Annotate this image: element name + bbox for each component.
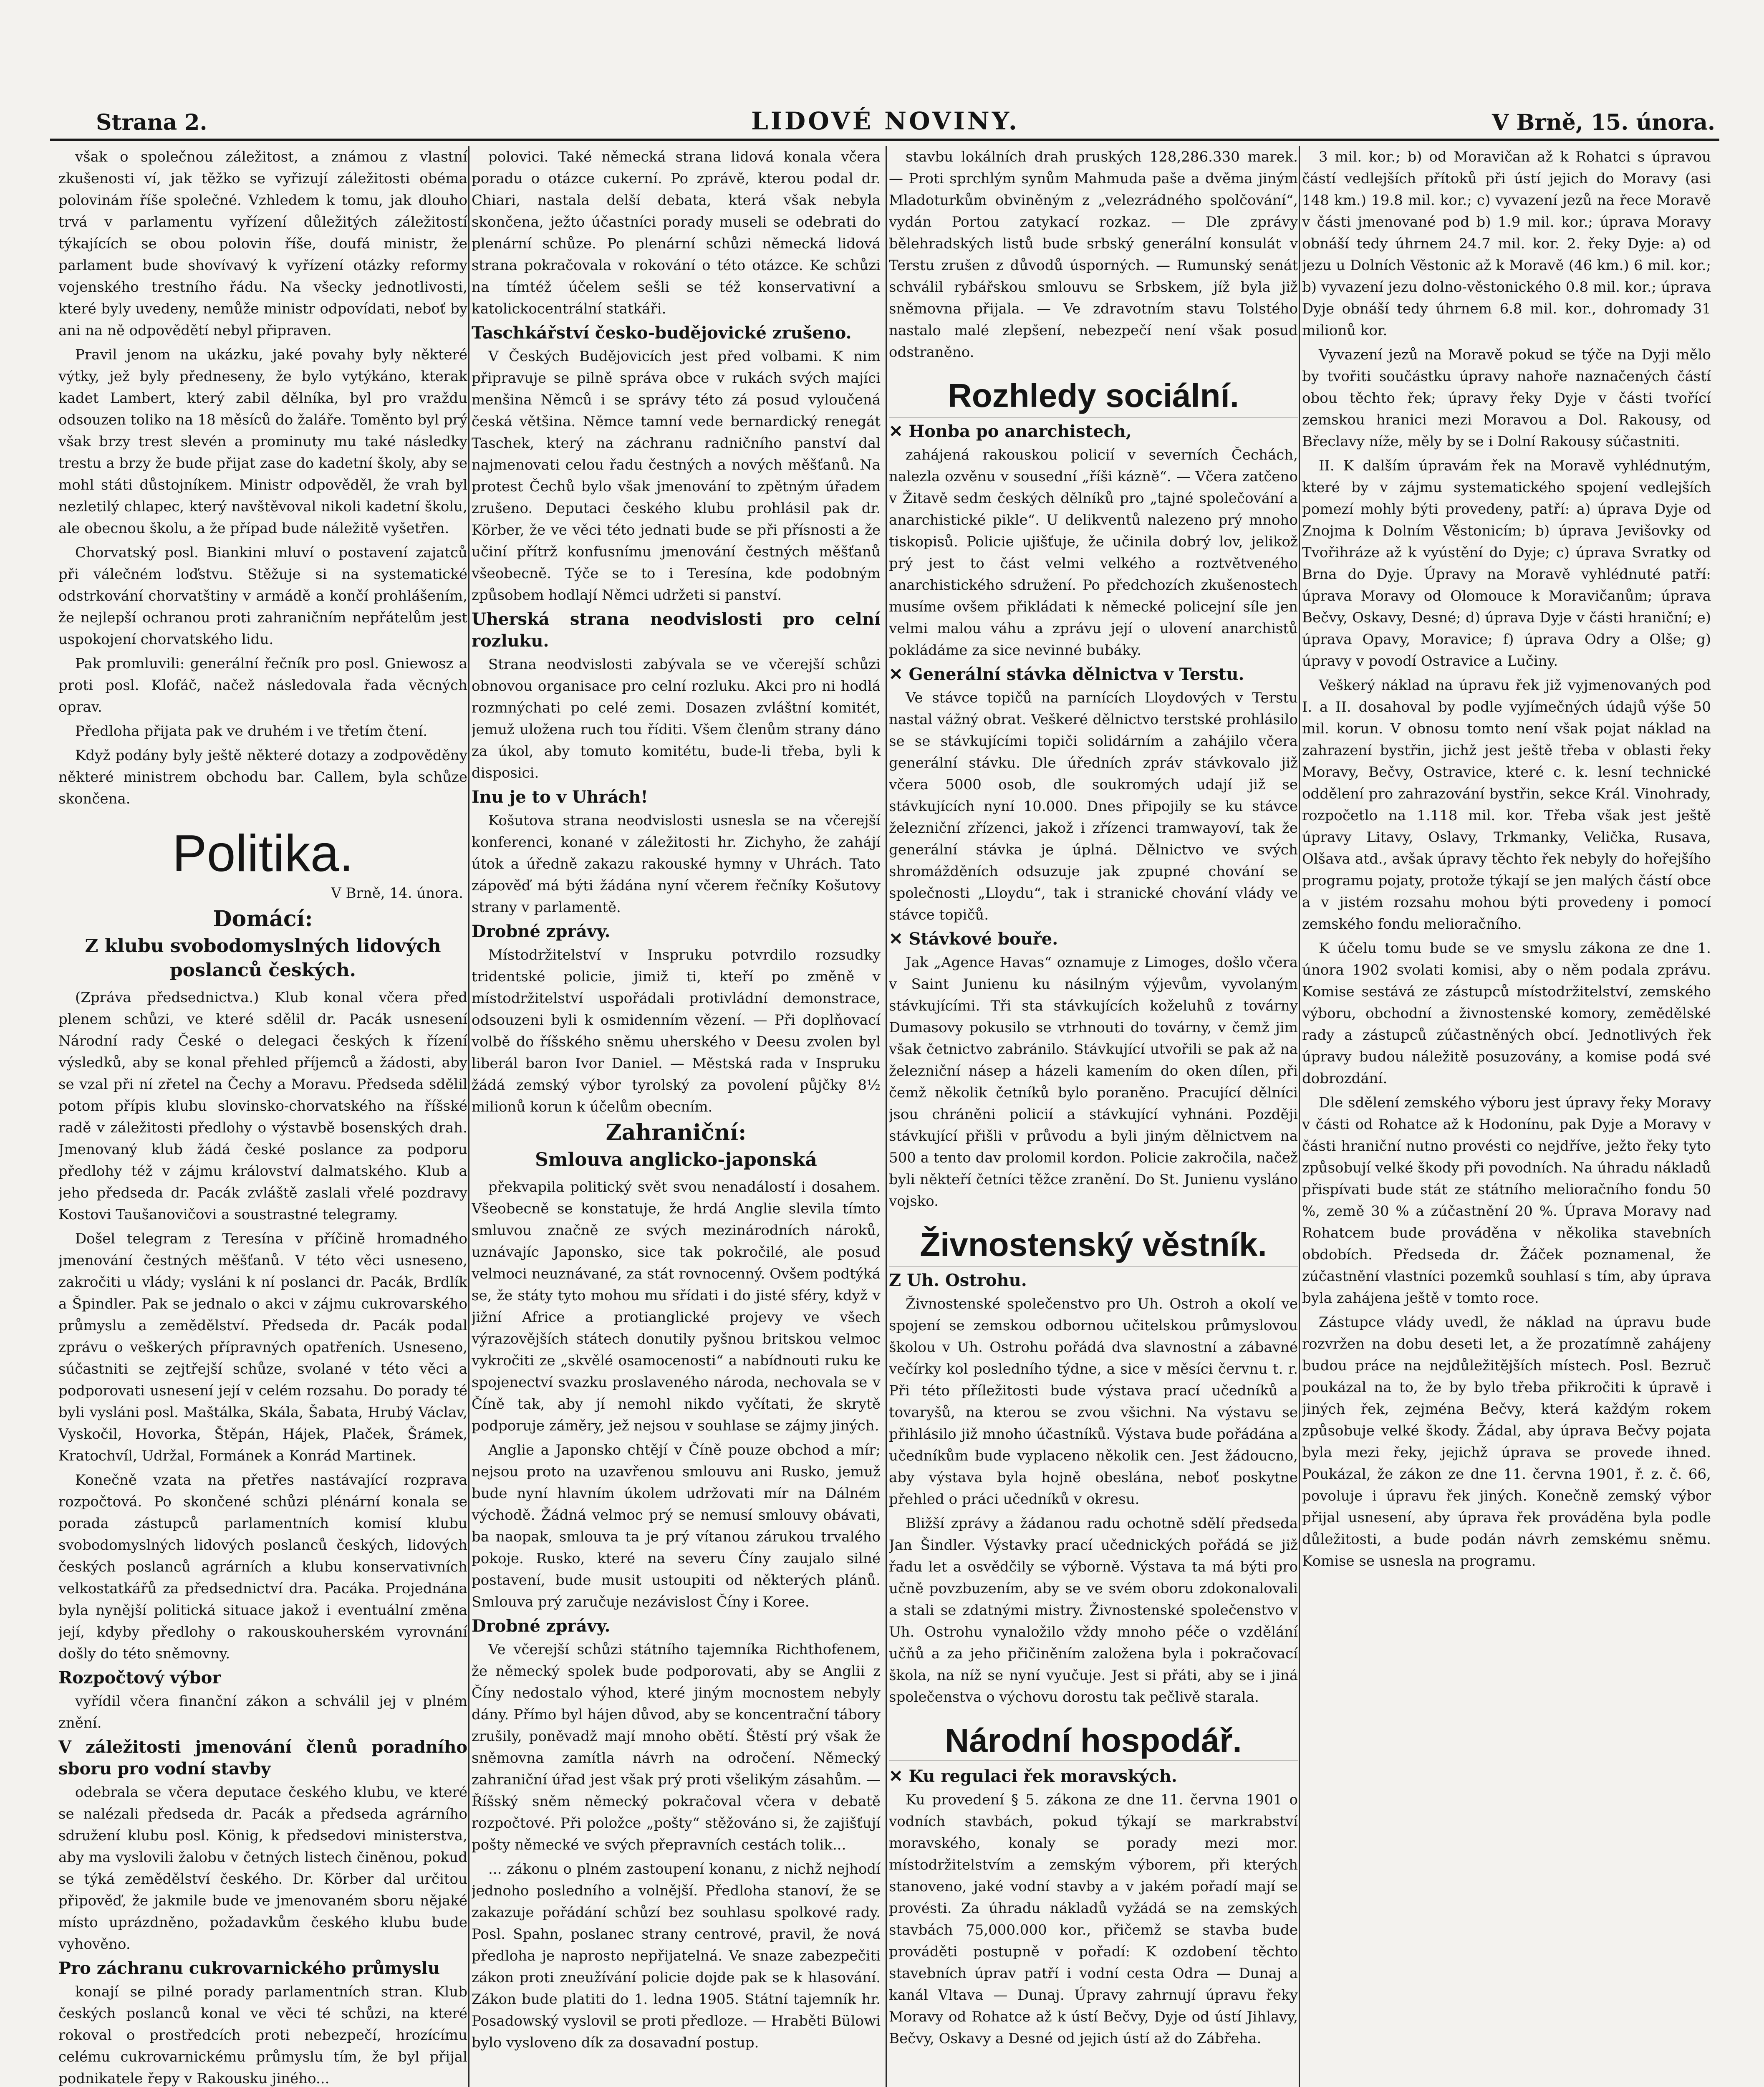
paragraph: Jak „Agence Havas“ oznamuje z Limoges, došlo včera v Saint Junienu ku násilným výjevům, vyvolaným stávkujícími. Tři sta stávkujících koželuhů z továrny Dumasovy pokusilo se vtrhnouti do továrny, v čemž jim však četnictvo zabránilo. Stávkující utvořili se pak až na železniční násep a házeli kamením do oken dílen, při čemž několik četníků bylo poraněno. Pracující dělníci jsou chráněni policií a stávkující vyhnáni. Později stávkující přišli v průvodu a byli jiným dělnictvem na 500 a tento dav prolomil kordon. Policie zakročila, načež byli někteří četníci těžce zranění. Do St. Junienu vysláno vojsko. [889,954,1298,1210]
paragraph: Konečně vzata na přetřes nastávající rozprava rozpočtová. Po skončené schůzi plénární konala se porada zástupců parlamentních komisí klubu svobodomyslných lidových poslanců českých, lidových českých poslanců agrárních a klubu konservativních velkostatkářů za předsednictví dra. Pacáka. Projednána byla nynější politická situace jakož i eventuální změna její, kdyby předlohy o rakouskouherském vyrovnání došly do této sněmovny. [58,1472,467,1662]
section-title-zivnostensky: Živnostenský věstník. [889,1225,1298,1266]
paragraph: Živnostenské společenstvo pro Uh. Ostroh a okolí ve spojení se zemskou odbornou učitelskou průmyslovou školou v Uh. Ostrohu pořádá dva slavnostní a zábavné večírky kol posledního týdne, a sice v měsíci červnu t. r. Při této příležitosti bude výstava prací učedníků a tovaryšů, na kterou se zvou všichni. Na výstavu se přihlásilo již mnoho účastníků. Výstava bude pořádána a učedníkům bude vyplaceno několik cen. Jest žádoucno, aby výstava byla hojně obeslána, neboť poskytne přehled o práci učedníků v okresu. [889,1296,1298,1508]
paragraph: překvapila politický svět svou nenadálostí i dosahem. Všeobecně se konstatuje, že hrdá Anglie slevila tímto smluvou značně ze svých mezinárodních nároků, uznávajíc Japonsko, sice tak pokročilé, ale posud velmoci neuznávané, za stát rovnocenný. Ovšem podtýká se, že státy tyto mohou mu sřídati i do jisté sféry, když v jižní Africe a protianglické projevy ve všech výrazovějších státech donutily pyšnou britskou velmoc vykročiti ze „skvělé osamocenosti“ a nabídnouti ruku ke spojenectví svazku proslaveného národa, nechovala se v Číně tak, aby jí nemohl nikdo vyčítati, že skrytě podporuje záměry, jež nejsou v souhlase se zájmy jiných. [472,1179,881,1434]
column-2 [472,146,881,2087]
page-header [50,109,1719,141]
paragraph: Chorvatský posl. Biankini mluví o postavení zajatců při válečném loďstvu. Stěžuje si na systematické odstrkování chorvatštiny v armádě a končí prohlášením, že nejlepší ochranou proti zahraničním nepřátelům jest uspokojení chorvatského lidu. [58,544,467,648]
paragraph: Předloha přijata pak ve druhém i ve třetím čtení. [75,723,428,740]
article-heading: Rozpočtový výbor [58,1668,221,1688]
paragraph: K účelu tomu bude se ve smyslu zákona ze dne 1. února 1902 svolati komisi, aby o něm podala zprávu. Komise sestává ze zástupců místodržitelství, zemského výboru, obchodní a živnostenské komory, zemědělské rady a zástupců zúčastněných obcí. Jednotlivých řek úpravy budou náležitě posuzovány, a komise podá své dobrozdání. [1302,940,1711,1087]
issue-date: V Brně, 15. února. [1492,110,1715,135]
x-mark-icon: ✕ [889,1766,909,1786]
paragraph: stavbu lokálních drah pruských 128,286.330 marek. — Proti sprchlým synům Mahmuda paše a dvěma jiným Mladoturkům obviněným z „velezrádného spolčování“, vydán Portou zatykací rozkaz. — Dle zprávy bělehradských listů bude srbský generální konsulát v Terstu zrušen z důvodů úsporných. — Rumunský senát schválil rybářskou smlouvu se Srbskem, jíž byla již sněmovna přijala. — Ve zdravotním stavu Tolstého nastalo malé zlepšení, nebezpečí není však posud odstraněno. [889,149,1298,361]
paragraph: Strana neodvislosti zabývala se ve včerejší schůzi obnovou organisace pro celní rozluku. Akci pro ni hodlá rozmnýchati po celé zemi. Dosazen zvláštní komitét, jemuž uložena ruch tou říditi. Všem členům strany dáno za úkol, aby tomuto komitétu, bude-li třeba, byli k disposici. [472,656,881,781]
paragraph: Došel telegram z Teresína v příčině hromadného jmenování čestných měšťanů. V této věci usneseno, zakročiti u vlády; vysláni k ní poslanci dr. Pacák, Brdlík a Špindler. Pak se jednalo o akci v zájmu cukrovarského průmyslu a zemědělství. Předseda dr. Pacák podal zprávu o veškerých přípravných opatřeních. Usneseno, súčastniti se zejtřejší schůze, svolané v této věci a podporovati usnesení její v celém rozsahu. Do porady té byli vysláni posl. Maštálka, Skála, Šabata, Hrubý Václav, Vyskočil, Hovorka, Štěpán, Hájek, Plaček, Šrámek, Kratochvíl, Udržal, Formánek a Konrád Martinek. [58,1230,467,1464]
paragraph: konají se pilné porady parlamentních stran. Klub českých poslanců konal ve věci té schůzi, na které rokoval o prostředcích proti nebezpečí, hrozícímu celému cukrovarnickému průmyslu tím, že byl přijal podnikatele řepy v Rakousku jiného... [58,1983,467,2087]
rubric-domaci: Domácí: [213,906,313,932]
newspaper-title: LIDOVÉ NOVINY. [751,107,1020,135]
paragraph: Ve stávce topičů na parnících Lloydových v Terstu nastal vážný obrat. Veškeré dělnictvo terstské prohlásilo se se stávkujícími topiči solidárním a zahájilo včera generální stávku. Dle úředních zpráv stávkovalo již včera 5000 osob, dle soukromých udají již se stávkujících nyní 10.000. Dnes připojily se ku stávce železniční zřízenci, jakož i zřízenci tramwayoví, tak že generální stávka je úplná. Dělnictvo ve svých shromážděních odsuzuje jak zpupné chování se společnosti „Lloydu“, tak i stranické chování vlády ve stávce topičů. [889,690,1298,923]
page-number: Strana 2. [96,110,207,135]
article-heading: Pro záchranu cukrovarnického průmyslu [58,1958,440,1978]
dateline: V Brně, 14. února. [331,885,463,902]
article-heading: V záležitosti jmenování členů poradního sboru pro vodní stavby [58,1737,467,1779]
article-heading [889,421,1298,442]
column-3 [889,146,1298,2087]
paragraph: polovici. Také německá strana lidová konala včera poradu o otázce cukerní. Po zprávě, kterou podal dr. Chiari, nastala delší debata, která však nebyla skončena, ježto účastníci porady museli se odebrati do plenární schůze. Po plenární schůzi německá lidová strana pokračovala v rokování o této otázce. Ke schůzi na tímtéž účelem sešli se též konservativní a katolickocentrální statkáři. [472,149,881,317]
paragraph: Pravil jenom na ukázku, jaké povahy byly některé výtky, jež byly předneseny, že bylo vytýkáno, kterak kadet Lambert, který zabil dělníka, byl pro vraždu odsouzen toliko na 18 měsíců do žaláře. Toměnto byl prý však brzy trest slevén a prominuty mu také následky trestu a brzy že bude přijat zase do kadetní školy, aby se mohl státi důstojníkem. Ministr odpověděl, že vrah byl nezletilý chlapec, který navštěvoval nikoli kadetní školu, ale obecnou školu, a že případ bude náležitě vyšetřen. [58,346,467,537]
paragraph: Když podány byly ještě některé dotazy a zodpověděny některé ministrem obchodu bar. Callem, byla schůze skončena. [58,747,467,807]
column-rule [886,146,887,2087]
paragraph: V Českých Budějovicích jest před volbami. K nim připravuje se pilně správa obce v rukách svých majíci menšina Němců i se správy této zá posud vyloučená česká většina. Němce tamní vede bernardický renegát Taschek, který na záchranu radničního panství dal najmenovati celou řadu čestných a nových měšťanů. Na protest Čechů bylo však jmenování to zpětným úřadem zrušeno. Deputaci českého klubu prohlásil pak dr. Körber, že ve věci této jednati bude se při přísnosti a že učiní přítrž konfusnímu jmenování čestných měšťanů všeobecně. Týče se to i Teresína, kde podobným způsobem hodlají Němci udržeti si panství. [472,348,881,604]
column-rule [1299,146,1300,2087]
article-heading [889,664,1298,685]
article-heading: Inu je to v Uhrách! [472,787,648,807]
paragraph: II. K dalším úpravám řek na Moravě vyhlédnutým, které by v zájmu systematického spojení vedlejších pomezí mohly býti provedeny, patří: a) úprava Dyje od Znojma k Dolním Věstonicím; b) úprava Jevišovky od Tvořihráze až k vyústění do Dyje; c) úprava Svratky od Brna do Dyje. Úpravy na Moravě vyhlédnuté patří: úprava Moravy od Olomouce k Moravičanům; úprava Bečvy, Oskavy, Desné; d) úprava Dyje v části hraniční; e) úprava Opavy, Moravice; f) úprava Odry a Olše; g) úpravy v povodí Ostravice a Lučiny. [1302,457,1711,670]
rubric-zahranicni: Zahraniční: [606,1120,747,1145]
paragraph: Košutova strana neodvislosti usnesla se na včerejší konferenci, konané v záležitosti hr. Zichyho, že zahájí útok a úředně zakazu rakouské hymny v Uhrách. Tato zápověď má býti žádána nyní včerem řečníky Košutovy strany v parlamentě. [472,812,881,916]
article-heading [889,1766,1298,1787]
article-heading: Uherská strana neodvislosti pro celní rozluku. [472,609,881,651]
article-heading: Z klubu svobodomyslných lidových poslanců českých. [85,935,441,981]
column-rule [468,146,469,2087]
paragraph: Místodržitelství v Inspruku potvrdilo rozsudky tridentské policie, jimiž ti, kteří po změně v místodržitelství uspořádali protivládní demonstrace, odsouzeni byli k osmidenním vězení. — Při doplňovací volbě do říšského sněmu uherského v Deesu zvolen byl liberál baron Ivor Daniel. — Městská rada v Inspruku žádá zemský výbor tyrolský za povolení půjčky 8½ milionů korun k účelům obecním. [472,947,881,1115]
paragraph: 3 mil. kor.; b) od Moravičan až k Rohatci s úpravou částí vedlejších přítoků při ústí jejich do Moravy (asi 148 km.) 19.8 mil. kor.; c) vyvazení jezů na řece Moravě v části jmenované pod b) 1.9 mil. kor.; úprava Moravy obnáší tedy úhrnem 24.7 mil. kor. 2. řeky Dyje: a) od jezu u Dolních Věstonic až k Moravě (46 km.) 6 mil. kor.; b) vyvazení jezu dolno-věstonického 0.8 mil. kor.; úprava Dyje obnáší tedy úhrnem 6.8 mil. kor., dohromady 31 milionů kor. [1302,149,1711,339]
article-heading: Drobné zprávy. [472,922,611,941]
article-heading: Taschkářství česko-budějovické zrušeno. [472,323,852,343]
paragraph: Vyvazení jezů na Moravě pokud se týče na Dyji mělo by tvořiti součástku úpravy nahoře naznačených částí obou těchto řek; úpravy řeky Dyje v části tvořící zemskou hranici mezi Moravou a Dol. Rakousy, od Břeclavy níže, měly by se i Dolní Rakousy súčastniti. [1302,346,1711,450]
paragraph: Pak promluvili: generální řečník pro posl. Gniewosz a proti posl. Klofáč, načež následovala řada věcných oprav. [58,655,467,715]
heading-text: Honba po anarchistech, [908,422,1132,441]
paragraph: (Zpráva předsednictva.) Klub konal včera před plenem schůzi, ve které sdělil dr. Pacák usnesení Národní rady České o delegaci českých k řízení výsledků, aby se konal přehled příjemců a žádosti, aby se vzal při ní zřetel na Čechy a Moravu. Předseda sdělil potom přípis klubu slovinsko-chorvatského na říšské radě v záležitosti předlohy o výstavbě bosenských drah. Jmenovaný klub žádá české poslance za podporu předlohy též v zájmu království dalmatského. Klub a jeho předseda dr. Pacák zvláště zaslali vřelé pozdravy Kostovi Taušanovičovi a soustrastné telegramy. [58,989,467,1223]
article-heading: Smlouva anglicko-japonská [535,1149,817,1170]
article-heading: Drobné zprávy. [472,1616,611,1636]
section-title-rozhledy: Rozhledy sociální. [889,376,1298,417]
paragraph: však o společnou záležitost, a známou z vlastní zkušenosti ví, jak těžko se vyřizují záležitosti obéma polovinám říše společné. Vzhledem k tomu, jak dlouho trvá v parlamentu vyřízení důležitých záležitostí týkajících se obou polovin říše, doufá ministr, že parlament bude shovívavý k vyřízení otázky reformy vojenského trestního řádu. Na všecky jednotlivosti, které byly uvedeny, nemůže ministr odpovídati, neboť by ani na ně odpovědětí nebyl připraven. [58,149,467,339]
x-mark-icon: ✕ [889,929,909,949]
heading-text: Stávkové bouře. [908,929,1058,949]
paragraph: Veškerý náklad na úpravu řek již vyjmenovaných pod I. a II. dosahoval by podle vyjímečných údajů výše 50 mil. korun. V obnosu tomto není však pojat náklad na zahrazení bystřin, jichž jest ještě třeba v oblasti řeky Moravy, Bečvy, Ostravice, které c. k. lesní technické oddělení pro zahrazování bystřin, sekce Král. Vinohrady, rozpočetlo na 1.118 mil. kor. Třeba však jest ještě úpravy Litavy, Oslavy, Trkmanky, Velička, Rusava, Olšava atd., avšak úpravy těchto řek nebyly do hořejšího programu pojaty, protože týkají se jen malých částí obce a v jistém rozsahu mohou býti provedeny i pomocí zemského fondu melioračního. [1302,677,1711,932]
column-1 [58,146,467,2087]
paragraph: Bližší zprávy a žádanou radu ochotně sdělí předseda Jan Šindler. Výstavky prací učednických pořádá se již řadu let a osvědčily se výborně. Výstava ta má býti pro učně povzbuzením, aby se ve svém oboru zdokonalovali a stali se zdatnými mistry. Živnostenské společenstvo v Uh. Ostrohu vynaložilo vždy mnoho péče o vzdělání učňů a za jeho přičiněním založena byla i pokračovací škola, na níž se nyní vyučuje. Jest si přáti, aby se i jiná společenstva o výchovu dorostu tak pečlivě starala. [889,1515,1298,1705]
article-heading [889,928,1298,950]
paragraph: Ve včerejší schůzi státního tajemníka Richthofenem, že německý spolek bude podporovati, aby se Anglii z Číny nedostalo výhod, které jiným mocnostem nebyly dány. Přímo byl hájen důvod, aby se koncentrační tábory zrušily, poněvadž mají mnoho obětí. Štěstí prý však že sněmovna zamítla návrh na odročení. Německý zahraniční úřad jest však prý proti všelikým zásahům. — Říšský sněm německý pokračoval včera v debatě rozpočtové. Při položce „pošty“ stěžováno si, že zajišťují pošty německé ve svých přepravních cestách tolik... [472,1641,881,1853]
paragraph: Ku provedení § 5. zákona ze dne 11. června 1901 o vodních stavbách, pokud týkají se markrabství moravského, konaly se porady mezi mor. místodržitelstvím a zemským výborem, při kterých stanoveno, jaké vodní stavby a v jakém pořadí mají se provésti. Za úhradu nákladů vyžádá se na zemských stavbách 75,000.000 kor., přičemž se stavba bude prováděti postupně v pořadí: K ozdobení těchto stavebních úprav patří i vodní cesta Odra — Dunaj a kanál Vltava — Dunaj. Úpravy zahrnují úpravu řeky Moravy od Rohatce až k ústí Bečvy, Dyje od ústí Jihlavy, Bečvy, Oskavy a Desné od jejich ústí až do Zábřeha. [889,1791,1298,2047]
column-4 [1302,146,1711,2087]
heading-text: Generální stávka dělnictva v Terstu. [908,665,1244,684]
section-title-politika: Politika. [172,825,354,882]
paragraph: Dle sdělení zemského výboru jest úpravy řeky Moravy v části od Rohatce až k Hodonínu, pak Dyje a Moravy v části hraniční nutno provésti co nejdříve, ježto řeky tyto způsobují velké škody při povodních. Na úhradu nákladů přispívati bude stát ze státního melioračního fondu 50 %, země 30 % a zúčastnění 20 %. Úprava Moravy nad Rohatcem bude prováděna v několika stavebních obdobích. Předseda dr. Žáček poznamenal, že zúčastnění vlastníci pozemků souhlasí s tím, aby úprava byla zahájena ještě v tomto roce. [1302,1094,1711,1306]
section-title-hospodar: Národní hospodář. [889,1721,1298,1762]
paragraph: odebrala se včera deputace českého klubu, ve které se nalézali předseda dr. Pacák a předseda agrárního sdružení klubu posl. König, k předsedovi ministerstva, aby ma vyslovili žalobu v četných listech činěnou, pokud se týká zemědělství českého. Dr. Körber dal určitou připověď, že jakmile bude ve jmenovaném sboru nějaké místo uprázdněno, požadavkům českého klubu bude vyhověno. [58,1784,467,1953]
heading-text: Ku regulaci řek moravských. [908,1766,1177,1786]
paragraph: Zástupce vlády uvedl, že náklad na úpravu bude rozvržen na dobu deseti let, a že prozatímně zahájeny budou práce na nejdůležitějších místech. Posl. Bezruč poukázal na to, že by bylo třeba přikročiti k úpravě i jiných řek, zejména Bečvy, která každým rokem způsobuje velké škody. Žádal, aby úprava Bečvy pojata byla mezi řeky, jejichž úprava se provede ihned. Poukázal, že zákon ze dne 11. června 1901, ř. z. č. 66, povoluje i úpravu řek jiných. Konečně zemský výbor přijal usnesení, aby úprava řek prováděna byla podle důležitosti, a bude podán návrh zemskému sněmu. Komise se usnesla na programu. [1302,1314,1711,1569]
x-mark-icon: ✕ [889,665,909,684]
x-mark-icon: ✕ [889,422,909,441]
paragraph: vyřídil včera finanční zákon a schválil jej v plném znění. [58,1693,467,1731]
paragraph: Anglie a Japonsko chtějí v Číně pouze obchod a mír; nejsou proto na uzavřenou smlouvu ani Rusko, jemuž bude nyní hlavním úkolem udržovati mír na Dálném východě. Žádná velmoc prý se nemusí smlouvy obávati, ba naopak, smlouva ta je prý vítanou zárukou trvalého pokoje. Rusko, které na severu Číny zaujalo silné postavení, bude musit ustoupiti od některých plánů. Smlouva prý zaručuje nezávislost Číny i Koree. [472,1442,881,1610]
paragraph: ... zákonu o plném zastoupení konanu, z nichž nejhodí jednoho posledního a volnější. Předloha stanoví, že se zakazuje pořádání schůzí bez souhlasu spolkové rady. Posl. Spahn, poslanec strany centrové, pravil, že nová předloha je naprosto nepřijatelná. Ve snaze zabezpečiti zákon proti zneužívání policie dojde pak se k hlasování. Zákon bude platiti do 1. ledna 1905. Státní tajemník hr. Posadowský vyslovil se proti předloze. — Hraběti Bülowi bylo vysloveno dík za dosavadní postup. [472,1861,881,2051]
paragraph: zahájená rakouskou policií v severních Čechách, nalezla ozvěnu v sousední „říši kázně“. — Včera zatčeno v Žitavě sedm českých dělníků pro „tajné společování a anarchistické pikle“. U delikventů nalezeno prý mnoho tiskopisů. Policie ujišťuje, že učinila dobrý lov, jelikož prý jest to část velmi velkého a roztvětveného anarchistického sdružení. Po předchozích zkušenostech musíme ovšem přikládati k německé policejní síle jen velmi malou váhu a zprávu její o ulovení anarchistů pokládáme za sice nevinné bubáky. [889,447,1298,659]
article-heading: Z Uh. Ostrohu. [889,1271,1027,1290]
